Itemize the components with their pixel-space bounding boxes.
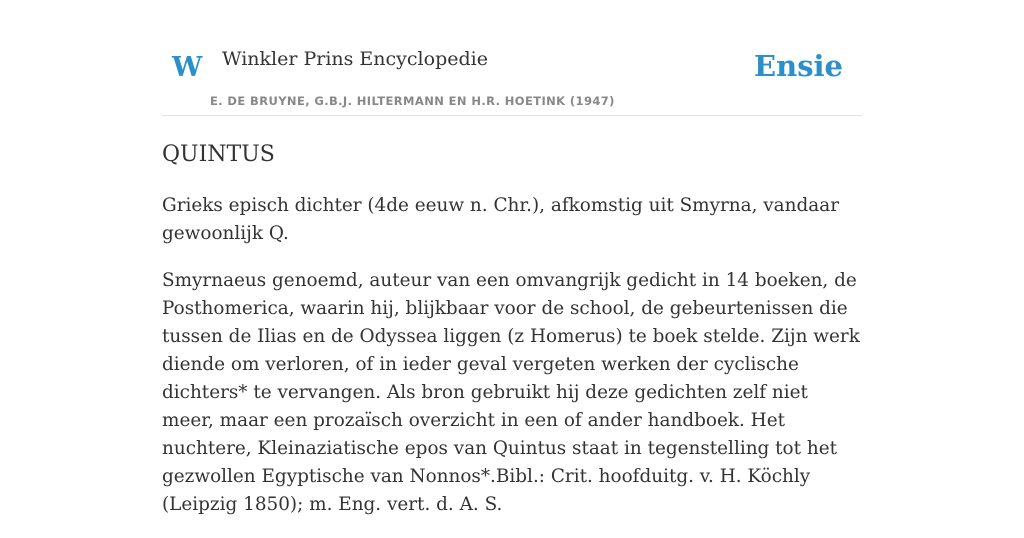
article-paragraph: Grieks episch dichter (4de eeuw n. Chr.), afkomstig uit Smyrna, vandaar gewoonlijk Q. [162,195,839,244]
authors-line: E. DE BRUYNE, G.B.J. HILTERMANN EN H.R. HOETINK (1947) [210,94,615,108]
page-title: QUINTUS [162,142,275,167]
book-title[interactable]: Winkler Prins Encyclopedie [222,48,488,70]
header [162,40,862,116]
winkler-prins-logo-icon[interactable]: W [172,52,203,83]
article-body [162,192,864,538]
article-paragraph: Smyrnaeus genoemd, auteur van een omvangrijk gedicht in 14 boeken, de Posthomerica, waarin hij, blijkbaar voor de school, de gebeurtenissen die tussen de Ilias en de Odyssea liggen (z Homerus) te boek stelde. Zijn werk diende om verloren, of in ieder geval vergeten werken der cyclische dichters* te vervangen. Als bron gebruikt hij deze gedichten zelf niet meer, maar een prozaïsch overzicht in een of ander handboek. Het nuchtere, Kleinaziatische epos van Quintus staat in tegenstelling tot het gezwollen Egyptische van Nonnos*.Bibl.: Crit. hoofduitg. v. H. Köchly (Leipzig 1850); m. Eng. vert. d. A. S. [162,270,860,515]
ensie-logo[interactable]: Ensie [754,49,843,83]
